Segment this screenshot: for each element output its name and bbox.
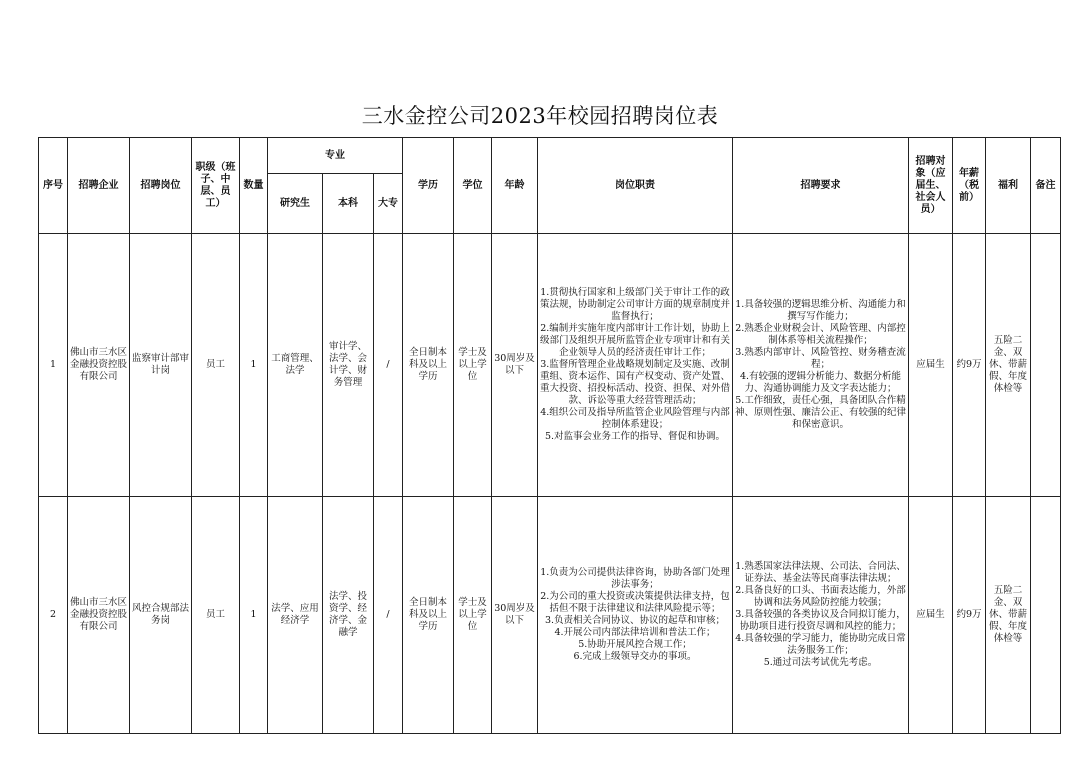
requirement-item: 1.具备较强的逻辑思维分析、沟通能力和撰写写作能力； [735,299,906,322]
cell-salary: 约9万 [953,497,986,734]
duty-item: 3.负责相关合同协议、协议的起草和审核； [544,615,726,626]
duty-item: 3.监督所管理企业战略规划制定及实施、改制重组、资本运作、国有产权变动、资产处置、重大投资、招投标活动、投资、担保、对外借款、诉讼等重大经营管理活动； [540,359,731,406]
header-college: 大专 [374,174,403,234]
header-requirements: 招聘要求 [733,138,909,234]
duty-item: 2.为公司的重大投资或决策提供法律支持，包括但不限于法律建议和法律风险提示等； [540,591,730,614]
header-welfare: 福利 [986,138,1031,234]
cell-duties [538,497,733,734]
header-postgrad: 研究生 [268,174,323,234]
duty-item: 4.组织公司及指导所监管企业风险管理与内部控制体系建设； [540,407,730,430]
header-level: 职级（班子、中层、员工） [192,138,240,234]
cell-age: 30周岁及以下 [492,234,538,497]
recruitment-table [38,137,1061,734]
cell-seq: 1 [39,234,68,497]
cell-target: 应届生 [909,497,953,734]
cell-level: 员工 [192,497,240,734]
cell-undergrad: 法学、投资学、经济学、金融学 [323,497,374,734]
header-age: 年龄 [492,138,538,234]
header-duties: 岗位职责 [538,138,733,234]
requirement-item: 1.熟悉国家法律法规、公司法、合同法、证券法、基金法等民商事法律法规； [735,561,906,584]
cell-position: 风控合规部法务岗 [130,497,192,734]
cell-remarks [1031,234,1061,497]
requirement-item: 3.具备较强的各类协议及合同拟订能力，协助项目进行投资尽调和风控的能力； [735,609,906,632]
cell-salary: 约9万 [953,234,986,497]
duty-item: 1.贯彻执行国家和上级部门关于审计工作的政策法规，协助制定公司审计方面的规章制度并监督执行； [540,287,731,322]
header-position: 招聘岗位 [130,138,192,234]
requirement-item: 2.熟悉企业财税会计、风险管理、内部控制体系等相关流程操作； [735,323,906,346]
header-major: 专业 [268,138,403,174]
cell-count: 1 [240,497,268,734]
header-degree: 学位 [454,138,492,234]
duty-item: 2.编制并实施年度内部审计工作计划，协助上级部门及组织开展所监管企业专项审计和有关企业领导人员的经济责任审计工作； [540,323,731,358]
requirement-item: 4.有较强的逻辑分析能力、数据分析能力、沟通协调能力及文字表达能力； [739,371,902,394]
cell-postgrad: 工商管理、法学 [268,234,323,497]
requirement-item: 5.工作细致，责任心强，具备团队合作精神、原则性强、廉洁公正、有较强的纪律和保密意识。 [735,395,907,430]
requirement-item: 4.具备较强的学习能力，能协助完成日常法务服务工作； [735,633,906,656]
cell-duties [538,234,733,497]
cell-degree: 学士及以上学位 [454,497,492,734]
cell-target: 应届生 [909,234,953,497]
duty-item: 1.负责为公司提供法律咨询，协助各部门处理涉法事务； [540,567,730,590]
cell-welfare: 五险二金、双休、带薪假、年度体检等 [986,234,1031,497]
header-remarks: 备注 [1031,138,1061,234]
cell-requirements [733,497,909,734]
cell-education: 全日制本科及以上学历 [403,234,454,497]
header-salary: 年薪（税前） [953,138,986,234]
cell-education: 全日制本科及以上学历 [403,497,454,734]
duty-item: 6.完成上级领导交办的事项。 [573,651,697,662]
cell-level: 员工 [192,234,240,497]
cell-degree: 学士及以上学位 [454,234,492,497]
cell-remarks [1031,497,1061,734]
header-education: 学历 [403,138,454,234]
cell-company: 佛山市三水区金融投资控股有限公司 [68,497,130,734]
cell-requirements [733,234,909,497]
header-row [39,138,1061,174]
cell-position: 监察审计部审计岗 [130,234,192,497]
cell-college: / [374,234,403,497]
header-company: 招聘企业 [68,138,130,234]
requirement-item: 5.通过司法考试优先考虑。 [763,657,878,668]
cell-undergrad: 审计学、法学、会计学、财务管理 [323,234,374,497]
header-undergrad: 本科 [323,174,374,234]
cell-company: 佛山市三水区金融投资控股有限公司 [68,234,130,497]
requirement-item: 3.熟悉内部审计、风险管控、财务稽查流程； [735,347,906,370]
cell-welfare: 五险二金、双休、带薪假、年度体检等 [986,497,1031,734]
table-row [39,234,1061,497]
header-seq: 序号 [39,138,68,234]
cell-count: 1 [240,234,268,497]
cell-age: 30周岁及以下 [492,497,538,734]
cell-postgrad: 法学、应用经济学 [268,497,323,734]
duty-item: 5.对监事会业务工作的指导、督促和协调。 [544,431,726,442]
table-row [39,497,1061,734]
cell-seq: 2 [39,497,68,734]
header-count: 数量 [240,138,268,234]
header-target: 招聘对象（应届生、社会人员） [909,138,953,234]
cell-college: / [374,497,403,734]
page-title: 三水金控公司2023年校园招聘岗位表 [361,104,719,128]
duty-item: 5.协助开展风控合规工作； [578,639,692,650]
duty-item: 4.开展公司内部法律培训和普法工作； [554,627,716,638]
requirement-item: 2.具备良好的口头、书面表达能力，外部协调和法务风险防控能力较强； [735,585,906,608]
